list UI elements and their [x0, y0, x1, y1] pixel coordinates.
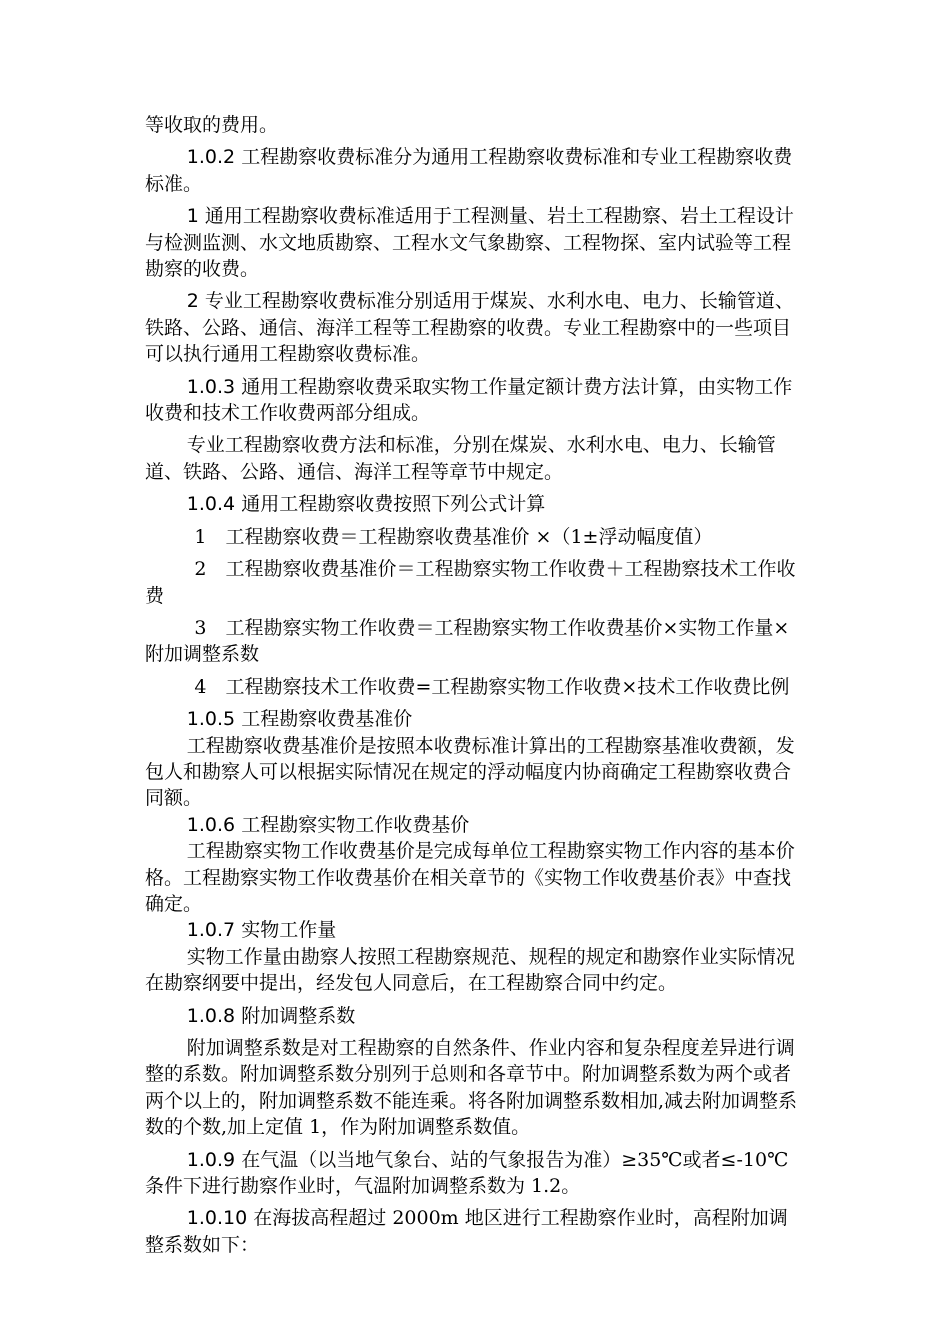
clause-heading: [145, 706, 805, 732]
paragraph-text: 等收取的费用。: [145, 114, 279, 136]
paragraph-text: 通用工程勘察收费标准适用于工程测量、岩土工程勘察、岩土工程设计与检测监测、水文地质勘察、工程水文气象勘察、工程物探、室内试验等工程勘察的收费。: [145, 205, 794, 281]
paragraph: [145, 944, 805, 997]
paragraph: [145, 1035, 805, 1141]
paragraph-text: 工程勘察实物工作收费基价是完成每单位工程勘察实物工作内容的基本价格。工程勘察实物工作收费基价在相关章节的《实物工作收费基价表》中查找确定。: [145, 840, 795, 915]
paragraph: [145, 432, 805, 485]
clause-number: 1.0.10: [186, 1207, 248, 1230]
clause-number: 1.0.9: [186, 1148, 236, 1171]
formula-item: [145, 556, 805, 609]
formula-item: [145, 524, 805, 550]
clause-heading: [145, 1147, 805, 1200]
paragraph-text: 工程勘察收费基准价: [235, 708, 413, 731]
paragraph-text: 工程勘察收费标准分为通用工程勘察收费标准和专业工程勘察收费标准。: [145, 146, 793, 195]
formula-text: 1 工程勘察收费＝工程勘察收费基准价 ×（1±浮动幅度值）: [194, 525, 713, 548]
paragraph-text: 实物工作量: [235, 919, 337, 942]
paragraph: [145, 838, 805, 917]
clause-number: 1.0.7: [186, 919, 236, 942]
paragraph-text: 专业工程勘察收费方法和标准，分别在煤炭、水利水电、电力、长输管道、铁路、公路、通信、海洋工程等章节中规定。: [145, 434, 776, 483]
document-body: [145, 112, 805, 1258]
formula-text: 3 工程勘察实物工作收费＝工程勘察实物工作收费基价×实物工作量×附加调整系数: [145, 616, 790, 666]
paragraph-text: 通用工程勘察收费按照下列公式计算: [235, 493, 546, 516]
clause-heading: [145, 374, 805, 427]
paragraph-text: 在气温（以当地气象台、站的气象报告为准）≥35℃或者≤-10℃条件下进行勘察作业时，气温附加调整系数为 1.2。: [145, 1148, 789, 1198]
clause-number: 1.0.3: [186, 375, 236, 398]
paragraph-text: 通用工程勘察收费采取实物工作量定额计费方法计算，由实物工作收费和技术工作收费两部分组成。: [145, 375, 793, 425]
paragraph-text: 附加调整系数是对工程勘察的自然条件、作业内容和复杂程度差异进行调整的系数。附加调整系数分别列于总则和各章节中。附加调整系数为两个或者两个以上的，附加调整系数不能连乘。将各附加调整系数相加,减去附加调整系数的个数,加上定值 1，作为附加调整系数值。: [145, 1037, 798, 1139]
clause-number: 1.0.6: [186, 813, 236, 836]
paragraph: [145, 112, 805, 138]
clause-heading: [145, 812, 805, 838]
clause-number: 1.0.4: [186, 493, 236, 516]
clause-number: 1.0.8: [186, 1004, 236, 1027]
formula-text: 4 工程勘察技术工作收费=工程勘察实物工作收费×技术工作收费比例: [194, 675, 790, 698]
paragraph-text: 附加调整系数: [235, 1004, 356, 1027]
formula-item: [145, 674, 805, 700]
paragraph: [145, 733, 805, 812]
clause-number: 1.0.2: [186, 146, 236, 169]
clause-heading: [145, 1205, 805, 1258]
clause-heading: [145, 491, 805, 517]
formula-item: [145, 615, 805, 668]
paragraph: [145, 203, 805, 282]
formula-text: 2 工程勘察收费基准价＝工程勘察实物工作收费＋工程勘察技术工作收费: [145, 558, 796, 607]
clause-number: 1: [186, 205, 199, 228]
paragraph: [145, 288, 805, 367]
clause-heading: [145, 144, 805, 197]
clause-heading: [145, 917, 805, 943]
clause-number: 2: [186, 290, 199, 313]
paragraph-text: 实物工作量由勘察人按照工程勘察规范、规程的规定和勘察作业实际情况在勘察纲要中提出，经发包人同意后，在工程勘察合同中约定。: [145, 945, 795, 995]
clause-number: 1.0.5: [186, 708, 236, 731]
clause-heading: [145, 1003, 805, 1029]
paragraph-text: 专业工程勘察收费标准分别适用于煤炭、水利水电、电力、长输管道、铁路、公路、通信、海洋工程等工程勘察的收费。专业工程勘察中的一些项目可以执行通用工程勘察收费标准。: [145, 290, 794, 366]
paragraph-text: 在海拔高程超过 2000m 地区进行工程勘察作业时，高程附加调整系数如下：: [145, 1207, 788, 1256]
paragraph-text: 工程勘察实物工作收费基价: [235, 813, 470, 836]
paragraph-text: 工程勘察收费基准价是按照本收费标准计算出的工程勘察基准收费额，发包人和勘察人可以根据实际情况在规定的浮动幅度内协商确定工程勘察收费合同额。: [145, 734, 795, 810]
